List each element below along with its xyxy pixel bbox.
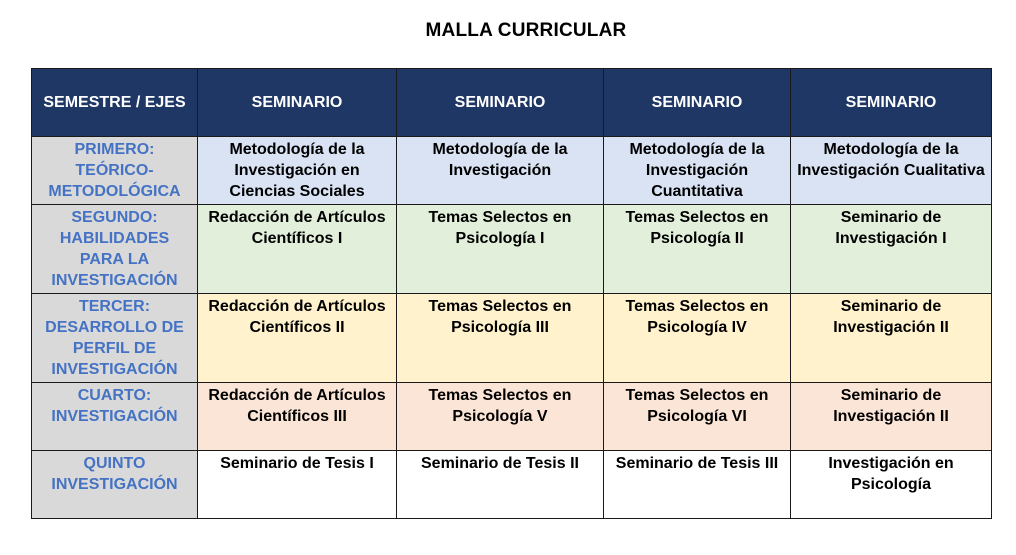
table-row [32,137,992,205]
course-cell: Seminario de Investigación I [791,205,992,294]
header-semester-axes: SEMESTRE / EJES [32,69,198,137]
course-cell: Investigación en Psicología [791,451,992,519]
course-cell: Seminario de Investigación II [791,294,992,383]
course-cell: Temas Selectos en Psicología III [397,294,604,383]
course-cell: Redacción de Artículos Científicos I [198,205,397,294]
header-seminar-1: SEMINARIO [198,69,397,137]
course-cell: Redacción de Artículos Científicos III [198,383,397,451]
course-cell: Temas Selectos en Psicología I [397,205,604,294]
semester-axis-cell: SEGUNDO: HABILIDADES PARA LA INVESTIGACIÓN [32,205,198,294]
course-cell: Temas Selectos en Psicología II [604,205,791,294]
course-cell: Temas Selectos en Psicología V [397,383,604,451]
header-seminar-2: SEMINARIO [397,69,604,137]
course-cell: Seminario de Investigación II [791,383,992,451]
course-cell: Metodología de la Investigación Cuantitativa [604,137,791,205]
course-cell: Seminario de Tesis I [198,451,397,519]
course-cell: Redacción de Artículos Científicos II [198,294,397,383]
course-cell: Metodología de la Investigación Cualitativa [791,137,992,205]
curriculum-table [31,68,992,519]
course-cell: Seminario de Tesis III [604,451,791,519]
semester-axis-cell: PRIMERO: TEÓRICO-METODOLÓGICA [32,137,198,205]
table-row [32,294,992,383]
table-row [32,205,992,294]
course-cell: Temas Selectos en Psicología IV [604,294,791,383]
course-cell: Temas Selectos en Psicología VI [604,383,791,451]
header-seminar-4: SEMINARIO [791,69,992,137]
semester-axis-cell: TERCER: DESARROLLO DE PERFIL DE INVESTIGACIÓN [32,294,198,383]
course-cell: Seminario de Tesis II [397,451,604,519]
header-seminar-3: SEMINARIO [604,69,791,137]
course-cell: Metodología de la Investigación [397,137,604,205]
semester-axis-cell: CUARTO: INVESTIGACIÓN [32,383,198,451]
header-row [32,69,992,137]
semester-axis-cell: QUINTO INVESTIGACIÓN [32,451,198,519]
table-row [32,451,992,519]
page-title: MALLA CURRICULAR [425,20,627,41]
course-cell: Metodología de la Investigación en Ciencias Sociales [198,137,397,205]
table-row [32,383,992,451]
